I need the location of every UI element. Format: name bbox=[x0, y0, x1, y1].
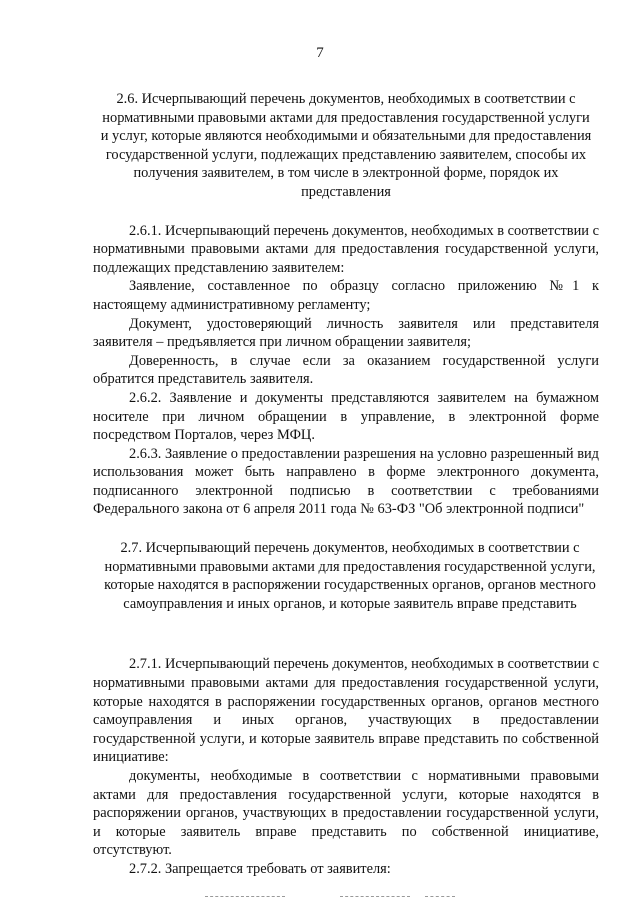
paragraph-2-7-1: 2.7.1. Исчерпывающий перечень документов, необходимых в соответствии с нормативными правовыми актами для предоставления государственной услуги, которые находятся в распоряжении государственных органов, органов местного самоуправления и иных органов, участвующих в предоставлении государственной услуги, и которые заявитель вправе представить по собственной инициативе: bbox=[93, 656, 599, 766]
section-heading-2-7: 2.7. Исчерпывающий перечень документов, необходимых в соответствии с нормативными правовыми актами для предоставления государственной услуги, которые находятся в распоряжении государственных органов, органов местного самоуправления и иных органов, и которые заявитель вправе представить bbox=[104, 540, 596, 612]
paragraph-2-6-1: 2.6.1. Исчерпывающий перечень документов, необходимых в соответствии с нормативными правовыми актами для предоставления государственной услуги, подлежащих представлению заявителем: bbox=[93, 222, 599, 276]
section-heading-2-6: 2.6. Исчерпывающий перечень документов, необходимых в соответствии с нормативными правовыми актами для предоставления государственной услуги и услуг, которые являются необходимыми и обязательными для предоставления государственной услуги, подлежащих представлению заявителем, способы их получения заявителем, в том числе в электронной форме, порядок их представления bbox=[100, 91, 592, 200]
paragraph-application: Заявление, составленное по образцу согласно приложению №1 к настоящему административному регламенту; bbox=[93, 278, 599, 313]
page-number: 7 bbox=[316, 45, 324, 61]
paragraph-2-6-2: 2.6.2. Заявление и документы представляются заявителем на бумажном носителе при личном обращении в управление, в электронной форме посредством Порталов, через МФЦ. bbox=[93, 389, 599, 444]
section-2-6 bbox=[93, 90, 599, 519]
paragraph-2-6-3: 2.6.3. Заявление о предоставлении разрешения на условно разрешенный вид использования может быть направлено в форме электронного документа, подписанного электронной подписью в соответствии с требованиями Федерального закона от 6 апреля 2011 года № 63-ФЗ "Об электронной подписи" bbox=[93, 445, 600, 518]
document-body bbox=[93, 90, 599, 879]
footer-divider-right bbox=[425, 896, 455, 897]
paragraph-2-7-2: 2.7.2. Запрещается требовать от заявителя: bbox=[129, 860, 391, 877]
section-2-7 bbox=[93, 539, 599, 879]
footer-divider-left bbox=[205, 896, 285, 897]
paragraph-power-of-attorney: Доверенность, в случае если за оказанием государственной услуги обратится представитель заявителя. bbox=[93, 352, 599, 388]
paragraph-identity-document: Документ, удостоверяющий личность заявителя или представителя заявителя – предъявляется при личном обращении заявителя; bbox=[93, 315, 599, 351]
footer-divider-middle bbox=[340, 896, 410, 897]
paragraph-documents-absent: документы, необходимые в соответствии с нормативными правовыми актами для предоставления государственной услуги, которые находятся в распоряжении органов, участвующих в предоставлении государственной услуги, и которые заявитель вправе представить по собственной инициативе, отсутствуют. bbox=[93, 768, 599, 859]
